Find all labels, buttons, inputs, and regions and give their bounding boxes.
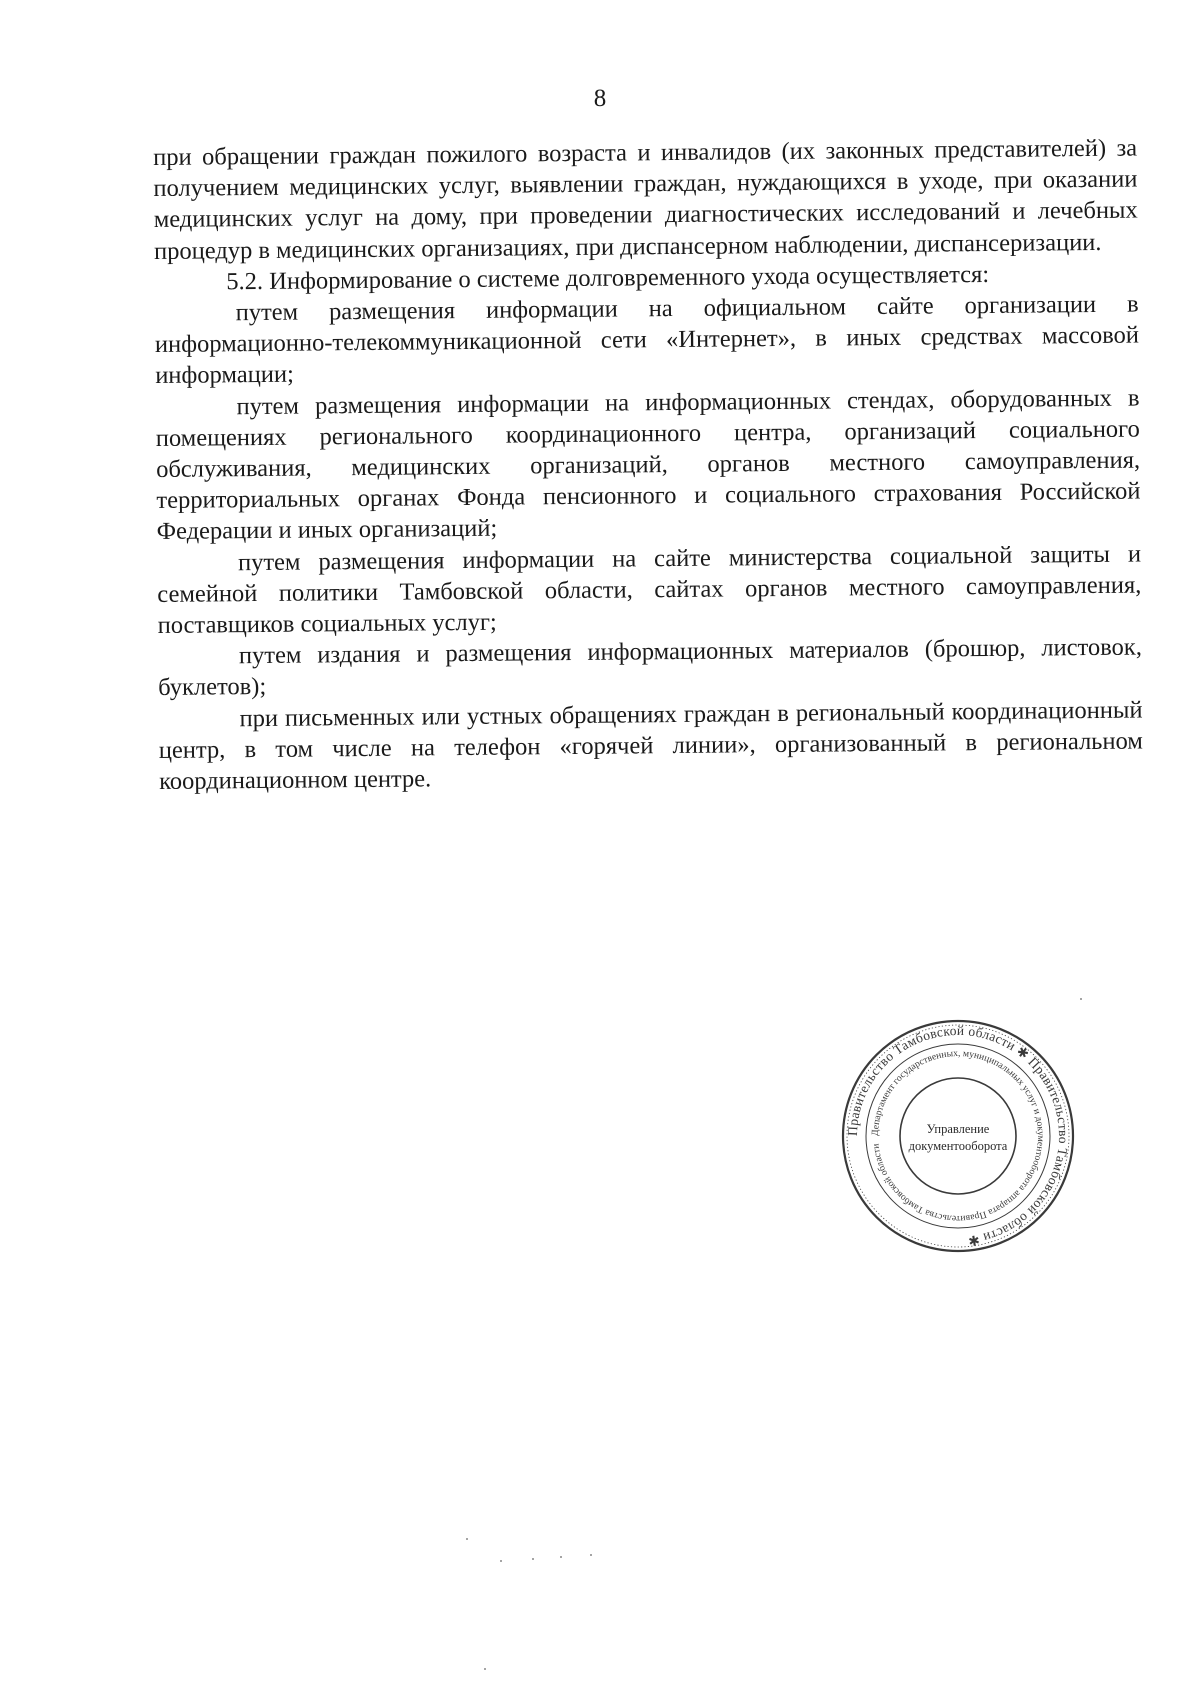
paragraph-info-stands: путем размещения информации на информационных стендах, оборудованных в помещениях регионального координационного центра, организаций социального обслуживания, медицинских организаций, органов местного самоуправления, территориальных органах Фонда пенсионного и социального страхования Российской Федерации и иных организаций; <box>155 384 1141 546</box>
seal-center-line-2: документооборота <box>908 1139 1008 1153</box>
paragraph-info-materials: путем издания и размещения информационных материалов (брошюр, листовок, буклетов); <box>158 633 1143 702</box>
scan-speck <box>1080 998 1082 1000</box>
seal-graphic <box>840 1018 1076 1254</box>
scan-speck <box>500 1560 502 1562</box>
document-body <box>153 133 1143 798</box>
scan-speck <box>590 1554 592 1556</box>
scan-speck <box>560 1556 562 1558</box>
paragraph-ministry-site: путем размещения информации на сайте министерства социальной защиты и семейной политики Тамбовской области, сайтах органов местного самоуправления, поставщиков социальных услуг; <box>157 540 1142 640</box>
paragraph-1: при обращении граждан пожилого возраста и инвалидов (их законных представителей) за получением медицинских услуг, выявлении граждан, нуждающихся в уходе, при оказании медицинских услуг на дому, при проведении диагностических исследований и лечебных процедур в медицинских организациях, при диспансерном наблюдении, диспансеризации. <box>153 134 1138 265</box>
scan-speck <box>532 1558 534 1560</box>
paragraph-official-site: путем размещения информации на официальном сайте организации в информационно-телекоммуникационной сети «Интернет», в иных средствах массовой информации; <box>154 290 1140 390</box>
seal-inner-border <box>900 1078 1016 1194</box>
seal-inner-text: Департамент государственных, муниципальных услуг и документооборота аппарата Правительства Тамбовской области <box>869 1047 1047 1225</box>
paragraph-section-5-2: 5.2. Информирование о системе долговременного ухода осуществляется: <box>226 260 990 296</box>
scan-speck <box>466 1538 468 1540</box>
seal-center-line-1: Управление <box>926 1122 990 1136</box>
seal-outer-text: Правительство Тамбовской области ✱ Правительство Тамбовской области ✱ <box>844 1022 1072 1249</box>
official-seal <box>840 1018 1076 1254</box>
page-number: 8 <box>593 85 607 112</box>
scan-speck <box>484 1668 486 1670</box>
paragraph-citizen-appeals: при письменных или устных обращениях граждан в региональный координационный центр, в том числе на телефон «горячей линии», организованный в региональном координационном центре. <box>158 696 1143 796</box>
